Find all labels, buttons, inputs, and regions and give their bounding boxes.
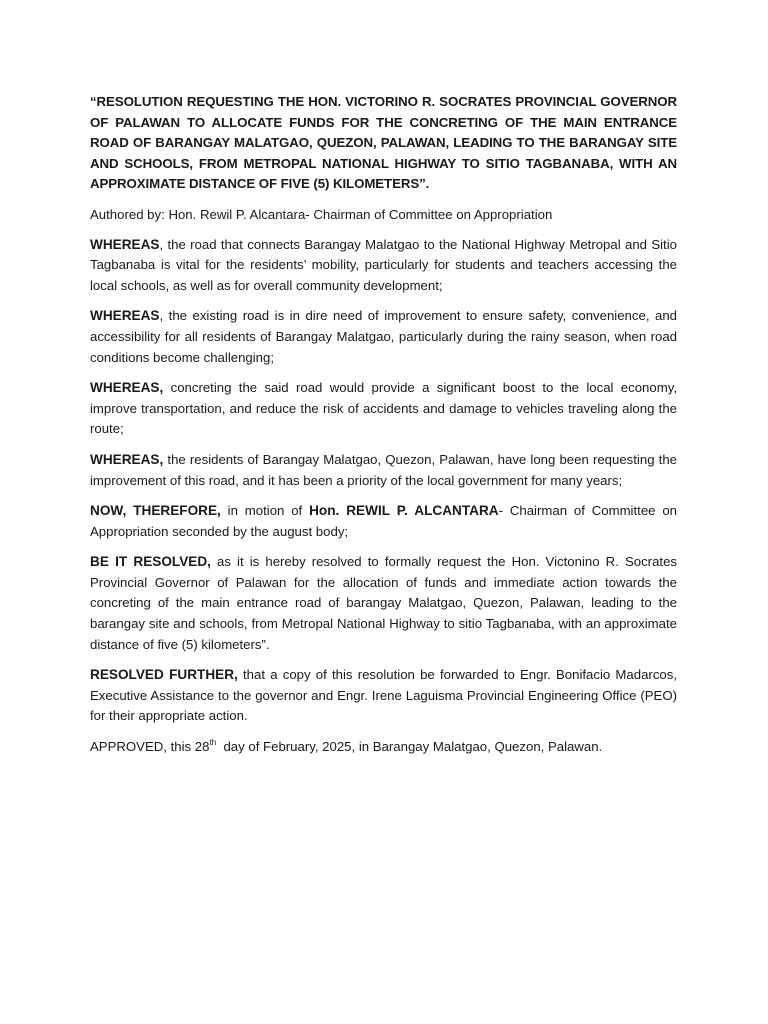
paragraph-text: , the existing road is in dire need of improvement to ensure safety, convenience, and accessibility for all residents of Barangay Malatgao, particularly during the rainy season, when road conditions become challenging; bbox=[90, 308, 677, 365]
ordinal-suffix: th bbox=[209, 737, 217, 747]
resolved-further-paragraph bbox=[90, 665, 677, 727]
author-line: Authored by: Hon. Rewil P. Alcantara- Chairman of Committee on Appropriation bbox=[90, 206, 553, 222]
mover-name: Hon. REWIL P. ALCANTARA bbox=[309, 503, 499, 519]
approval-text: APPROVED, this 28 bbox=[90, 739, 210, 755]
resolution-document bbox=[90, 92, 677, 758]
now-therefore-paragraph bbox=[90, 501, 677, 542]
paragraph-text: the residents of Barangay Malatgao, Quezon, Palawan, have long been requesting the improvement of this road, and it has been a priority of the local government for many years; bbox=[90, 451, 677, 488]
whereas-paragraph-3 bbox=[90, 378, 677, 440]
paragraph-lead: WHEREAS, bbox=[90, 380, 164, 396]
paragraph-text: - Chairman of Committee on Appropriation seconded by the august body; bbox=[90, 503, 678, 539]
paragraph-text: , the road that connects Barangay Malatgao to the National Highway Metropal and Sitio Tagbanaba is vital for the residents’ mobility, particularly for students and teachers accessing the local schools, as well as for overall community development; bbox=[90, 236, 677, 293]
paragraph-lead: WHEREAS, bbox=[90, 451, 164, 467]
whereas-paragraph-2 bbox=[90, 306, 677, 368]
paragraph-text: concreting the said road would provide a significant boost to the local economy, improve transportation, and reduce the risk of accidents and damage to vehicles traveling along the route; bbox=[90, 380, 677, 437]
paragraph-text: in motion of bbox=[220, 503, 310, 519]
whereas-paragraph-1 bbox=[90, 235, 677, 297]
resolution-title: “RESOLUTION REQUESTING THE HON. VICTORINO R. SOCRATES PROVINCIAL GOVERNOR OF PALAWAN TO ALLOCATE FUNDS FOR THE CONCRETING OF THE MAIN ENTRANCE ROAD OF BARANGAY MALATGAO, QUEZON, PALAWAN, LEADING TO THE BARANGAY SITE AND SCHOOLS, FROM METROPAL NATIONAL HIGHWAY TO SITIO TAGBANABA, WITH AN APPROXIMATE DISTANCE OF FIVE (5) KILOMETERS”. bbox=[90, 94, 677, 192]
paragraph-lead: RESOLVED FURTHER, bbox=[90, 667, 238, 683]
paragraph-text: as it is hereby resolved to formally request the Hon. Victonino R. Socrates Provincial Governor of Palawan for the allocation of funds and immediate action towards the concreting of the main entrance road of barangay Malatgao, Quezon, Palawan, leading to the barangay site and schools, from Metropal National Highway to sitio Tagbanaba, with an approximate distance of five (5) kilometers”. bbox=[90, 554, 677, 652]
approval-line bbox=[90, 737, 677, 758]
paragraph-lead: BE IT RESOLVED, bbox=[90, 554, 211, 570]
paragraph-lead: NOW, THEREFORE, bbox=[90, 503, 221, 519]
be-it-resolved-paragraph bbox=[90, 552, 677, 655]
whereas-paragraph-4 bbox=[90, 450, 677, 491]
paragraph-lead: WHEREAS bbox=[90, 308, 160, 324]
paragraph-text: that a copy of this resolution be forwarded to Engr. Bonifacio Madarcos, Executive Assistance to the governor and Engr. Irene Laguisma Provincial Engineering Office (PEO) for their appropriate action. bbox=[90, 667, 678, 724]
approval-text: day of February, 2025, in Barangay Malatgao, Quezon, Palawan. bbox=[216, 739, 603, 755]
paragraph-lead: WHEREAS bbox=[90, 236, 160, 252]
